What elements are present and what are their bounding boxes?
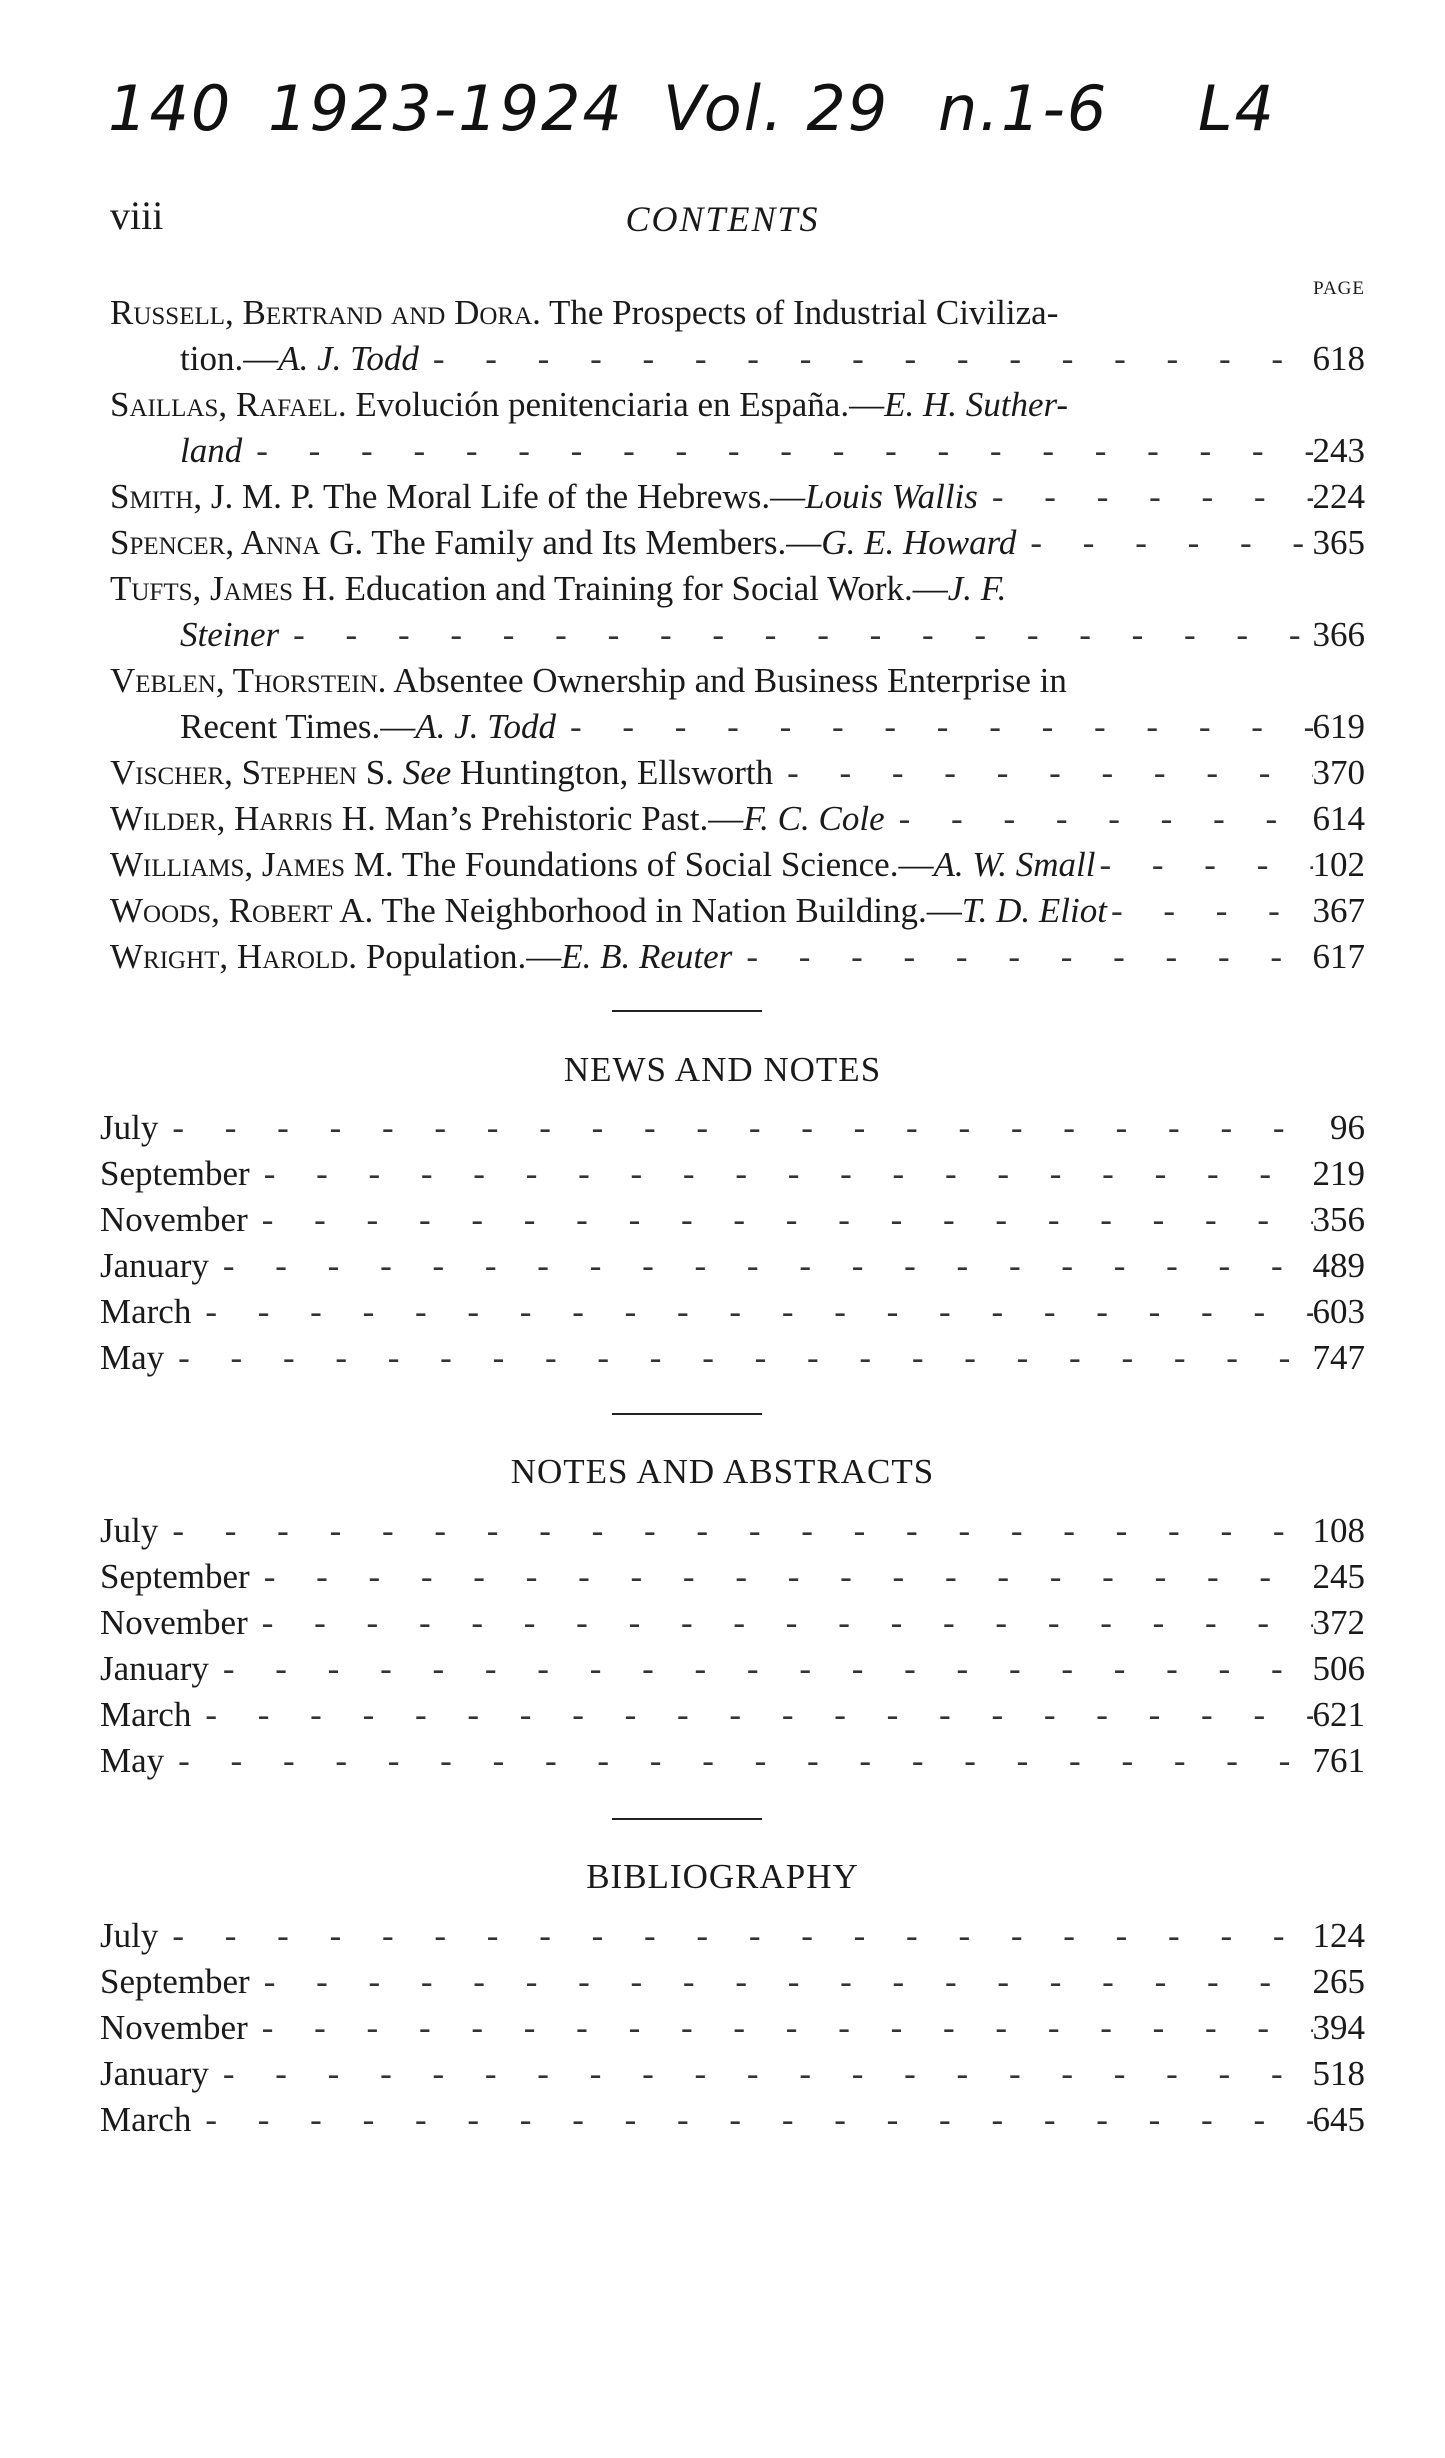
- list-item: [100, 1913, 1365, 1959]
- item-page: 96: [1330, 1108, 1365, 1147]
- list-item: [100, 1197, 1365, 1243]
- item-page: 603: [1312, 1292, 1365, 1331]
- review-entry: [110, 382, 1365, 474]
- handwritten-number: 140: [108, 72, 233, 145]
- entry-page: 370: [1312, 753, 1365, 792]
- entry-reviewer: J. F.: [947, 569, 1007, 608]
- review-entry: [110, 888, 1365, 934]
- dot-leader: [248, 1197, 1313, 1243]
- news-and-notes-list: [100, 1105, 1365, 1381]
- list-item: [100, 1738, 1365, 1784]
- entry-page: 614: [1312, 799, 1365, 838]
- entry-author: Woods, Robert A.: [110, 891, 374, 930]
- item-page: 372: [1312, 1603, 1365, 1642]
- review-entry: [110, 290, 1365, 382]
- item-month: March: [100, 1695, 192, 1734]
- handwritten-years: 1923-1924: [268, 72, 624, 145]
- item-page: 356: [1312, 1200, 1365, 1239]
- item-page: 645: [1312, 2100, 1365, 2139]
- entry-reviewer: Louis Wallis: [805, 477, 978, 516]
- folio-number: viii: [110, 193, 164, 238]
- item-page: 506: [1312, 1649, 1365, 1688]
- item-page: 265: [1312, 1962, 1365, 2001]
- entry-page: 367: [1312, 891, 1365, 930]
- dot-leader: [1016, 520, 1312, 566]
- item-month: January: [100, 1246, 209, 1285]
- entry-reviewer: E. B. Reuter: [561, 937, 733, 976]
- review-entry: [110, 520, 1365, 566]
- bibliography-list: [100, 1913, 1365, 2143]
- dot-leader: [885, 796, 1313, 842]
- review-entry: [110, 566, 1365, 658]
- dot-leader: [978, 474, 1313, 520]
- entry-author: Wright, Harold.: [110, 937, 358, 976]
- item-month: September: [100, 1557, 250, 1596]
- review-entry: [110, 796, 1365, 842]
- dot-leader: [191, 1289, 1312, 1335]
- dot-leader: [1107, 888, 1313, 934]
- dot-leader: [164, 1738, 1312, 1784]
- dot-leader: [248, 1600, 1313, 1646]
- section-heading-notes-and-abstracts: NOTES AND ABSTRACTS: [510, 1452, 935, 1491]
- list-item: [100, 2051, 1365, 2097]
- list-item: [100, 1959, 1365, 2005]
- item-month: July: [100, 1511, 159, 1550]
- entry-page: 365: [1312, 523, 1365, 562]
- item-page: 518: [1312, 2054, 1365, 2093]
- dot-leader: [164, 1335, 1312, 1381]
- dot-leader: [250, 1151, 1313, 1197]
- entry-title: Huntington, Ellsworth: [460, 753, 774, 792]
- review-entry: [110, 474, 1365, 520]
- entry-author: Williams, James M.: [110, 845, 394, 884]
- entry-author: Wilder, Harris H.: [110, 799, 376, 838]
- item-month: July: [100, 1108, 159, 1147]
- list-item: [100, 1692, 1365, 1738]
- entry-reviewer-continued: land: [180, 431, 243, 470]
- section-heading-bibliography: BIBLIOGRAPHY: [586, 1857, 859, 1896]
- entry-author: Vischer, Stephen S.: [110, 753, 394, 792]
- dot-leader: [250, 1959, 1313, 2005]
- entry-title-continued: Recent Times.—: [180, 707, 416, 746]
- review-entry: [110, 750, 1365, 796]
- item-month: November: [100, 1200, 248, 1239]
- item-page: 747: [1312, 1338, 1365, 1377]
- section-divider: [612, 1818, 762, 1820]
- entry-title: Man’s Prehistoric Past.—: [384, 799, 744, 838]
- dot-leader: [1096, 842, 1313, 888]
- entry-title-continued: tion.—: [180, 339, 279, 378]
- item-page: 489: [1312, 1246, 1365, 1285]
- item-page: 219: [1312, 1154, 1365, 1193]
- entry-author: Russell, Bertrand and Dora.: [110, 293, 541, 332]
- dot-leader: [250, 1554, 1313, 1600]
- entry-title: Education and Training for Social Work.—: [344, 569, 948, 608]
- item-page: 245: [1312, 1557, 1365, 1596]
- entry-page: 224: [1312, 477, 1365, 516]
- entry-title: The Family and Its Members.—: [371, 523, 822, 562]
- item-month: September: [100, 1154, 250, 1193]
- entry-reviewer: F. C. Cole: [743, 799, 885, 838]
- handwritten-issues: n.1-6: [938, 72, 1109, 145]
- entry-page: 366: [1312, 615, 1365, 654]
- item-page: 394: [1312, 2008, 1365, 2047]
- item-page: 761: [1312, 1741, 1365, 1780]
- item-month: November: [100, 2008, 248, 2047]
- notes-and-abstracts-list: [100, 1508, 1365, 1784]
- dot-leader: [732, 934, 1312, 980]
- dot-leader: [419, 336, 1313, 382]
- review-entry: [110, 658, 1365, 750]
- section-heading-news-and-notes: NEWS AND NOTES: [563, 1050, 882, 1089]
- handwritten-annotation: [108, 62, 1368, 172]
- entry-title: The Foundations of Social Science.—: [401, 845, 934, 884]
- review-entries: [110, 290, 1365, 980]
- entry-page: 617: [1312, 937, 1365, 976]
- list-item: [100, 2097, 1365, 2143]
- dot-leader: [158, 1105, 1315, 1151]
- item-month: March: [100, 1292, 192, 1331]
- handwritten-volume: Vol. 29: [663, 72, 890, 145]
- entry-reviewer: A. J. Todd: [278, 339, 419, 378]
- item-page: 621: [1312, 1695, 1365, 1734]
- list-item: [100, 1554, 1365, 1600]
- item-month: January: [100, 1649, 209, 1688]
- entry-reviewer: A. W. Small: [933, 845, 1096, 884]
- item-month: September: [100, 1962, 250, 2001]
- list-item: [100, 1600, 1365, 1646]
- dot-leader: [773, 750, 1312, 796]
- entry-reviewer: G. E. Howard: [821, 523, 1017, 562]
- review-entry: [110, 842, 1365, 888]
- item-month: July: [100, 1916, 159, 1955]
- item-month: March: [100, 2100, 192, 2139]
- dot-leader: [158, 1913, 1312, 1959]
- entry-author: Spencer, Anna G.: [110, 523, 364, 562]
- dot-leader: [209, 1646, 1313, 1692]
- list-item: [100, 1646, 1365, 1692]
- section-divider: [612, 1010, 762, 1012]
- dot-leader: [191, 2097, 1312, 2143]
- running-title: CONTENTS: [625, 199, 820, 239]
- dot-leader: [191, 1692, 1312, 1738]
- dot-leader: [279, 612, 1312, 658]
- list-item: [100, 1243, 1365, 1289]
- page-header: [0, 192, 1445, 252]
- item-month: May: [100, 1338, 165, 1377]
- entry-reviewer-continued: Steiner: [180, 615, 280, 654]
- entry-title: Absentee Ownership and Business Enterprise in: [393, 661, 1067, 700]
- entry-title: The Prospects of Industrial Civiliza-: [549, 293, 1059, 332]
- entry-author: Saillas, Rafael.: [110, 385, 347, 424]
- dot-leader: [248, 2005, 1313, 2051]
- list-item: [100, 1151, 1365, 1197]
- entry-author: Veblen, Thorstein.: [110, 661, 387, 700]
- item-page: 108: [1312, 1511, 1365, 1550]
- entry-reviewer: A. J. Todd: [415, 707, 556, 746]
- entry-title: The Moral Life of the Hebrews.—: [323, 477, 806, 516]
- item-month: November: [100, 1603, 248, 1642]
- page-column-label: PAGE: [1313, 278, 1365, 299]
- list-item: [100, 2005, 1365, 2051]
- entry-page: 619: [1312, 707, 1365, 746]
- dot-leader: [242, 428, 1312, 474]
- dot-leader: [556, 704, 1313, 750]
- dot-leader: [209, 2051, 1313, 2097]
- entry-title: The Neighborhood in Nation Building.—: [381, 891, 962, 930]
- section-divider: [612, 1413, 762, 1415]
- list-item: [100, 1105, 1365, 1151]
- dot-leader: [158, 1508, 1312, 1554]
- entry-author: Smith, J. M. P.: [110, 477, 315, 516]
- entry-reviewer: T. D. Eliot: [961, 891, 1107, 930]
- entry-page: 618: [1312, 339, 1365, 378]
- dot-leader: [209, 1243, 1313, 1289]
- item-page: 124: [1312, 1916, 1365, 1955]
- entry-title: Evolución penitenciaria en España.—: [355, 385, 885, 424]
- entry-see: See: [402, 753, 452, 792]
- entry-title: Population.—: [365, 937, 562, 976]
- list-item: [100, 1289, 1365, 1335]
- item-month: May: [100, 1741, 165, 1780]
- item-month: January: [100, 2054, 209, 2093]
- entry-author: Tufts, James H.: [110, 569, 336, 608]
- review-entry: [110, 934, 1365, 980]
- entry-page: 243: [1312, 431, 1365, 470]
- list-item: [100, 1335, 1365, 1381]
- entry-page: 102: [1312, 845, 1365, 884]
- entry-reviewer: E. H. Suther-: [884, 385, 1069, 424]
- handwritten-code: L4: [1198, 72, 1276, 145]
- list-item: [100, 1508, 1365, 1554]
